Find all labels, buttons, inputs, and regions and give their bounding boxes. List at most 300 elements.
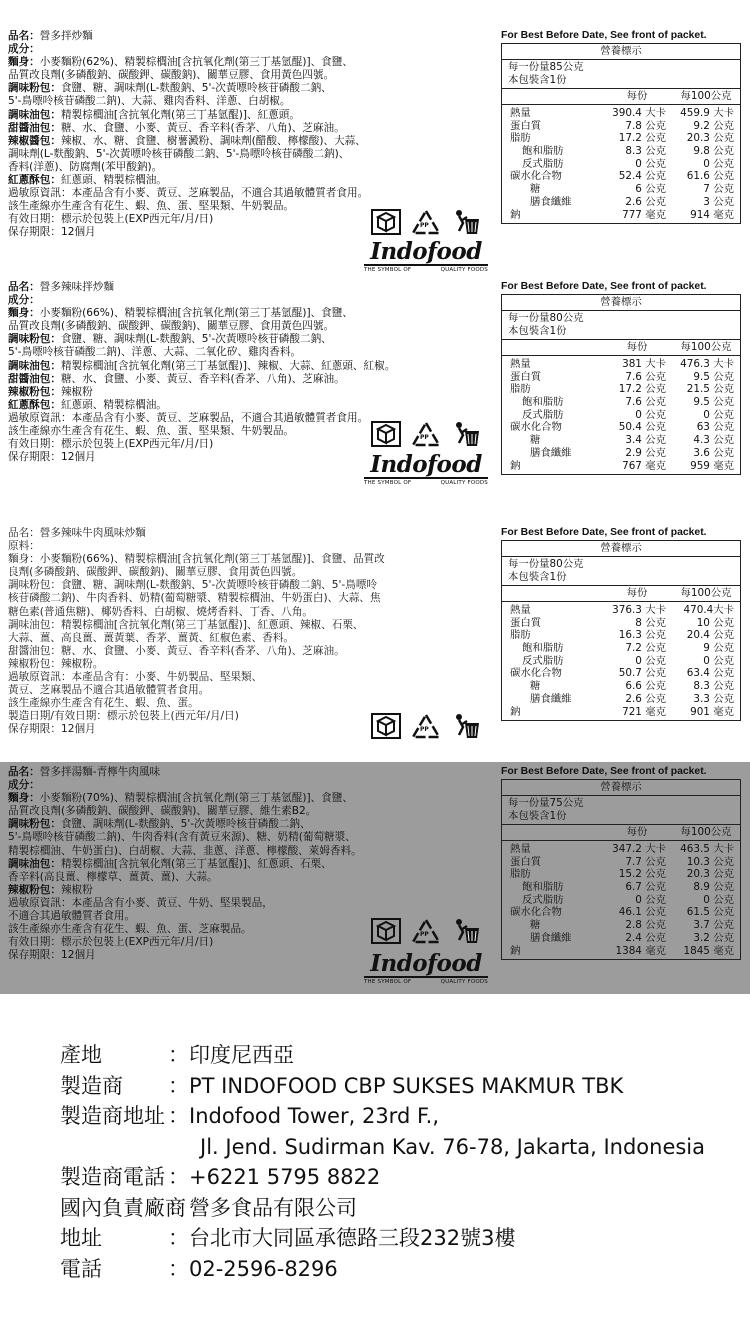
per-serving-value: 8.3 公克 [625,145,666,158]
nutrition-area [501,527,741,721]
ingredient-label: 調味粉包： [8,333,61,346]
serving-info [502,557,740,586]
nutrient-row [502,460,740,473]
nutrient-name: 糖 [530,183,541,196]
serving-info [502,796,740,825]
ingredient-label: 麵身： [8,56,40,69]
ingredient-text: 營多拌炒麵 [39,30,93,42]
nutrient-row [502,642,740,655]
info-row [60,1254,705,1285]
ingredient-text: 調味劑(L-麩酸鈉、5'-次黃嘌呤核苷磷酸二鈉、5'-鳥嘌呤核苷磷酸二鈉)、 [8,147,350,160]
product-panel-4 [0,762,750,994]
ingredient-label: 辣椒醬包： [8,134,61,147]
info-row [60,1193,705,1224]
nutrient-row [502,409,740,422]
ingredient-text: 保存期限：12個月 [8,723,96,736]
nutrient-row [502,358,740,371]
ingredient-label: 甜醬油包： [8,121,61,134]
info-value: ：02-2596-8296 [168,1256,338,1281]
ingredient-line [8,187,496,200]
per-100g-value: 959 毫克 [690,459,734,472]
ingredient-line [8,792,496,805]
nutrient-name: 反式脂肪 [522,408,564,421]
per-100g-value: 9.5 公克 [693,370,734,383]
ingredient-line [8,858,496,871]
ingredient-line [8,684,496,697]
nutrient-name: 飽和脂肪 [522,396,564,409]
nutrient-row [502,107,740,120]
ingredients-block [8,527,496,737]
nutrient-name: 膳食纖維 [530,931,572,944]
nutrient-row [502,170,740,183]
per-serving-value: 390.4 大卡 [612,107,666,119]
ingredient-text: 香辛料(高良薑、檸檬草、薑黃、薑)、大蒜。 [8,870,218,883]
brand-name: Indofood [364,453,488,479]
nutrient-row [502,680,740,693]
nutrient-name: 鈉 [510,944,521,957]
serving-line: 本包裝含1份 [508,810,567,822]
ingredient-label: 成分： [8,43,40,56]
per-100g-value: 3.3 公克 [693,692,734,705]
ingredient-text: 過敏原資訊：本產品含有小麥、黃豆、牛奶、堅果製品， [8,896,273,909]
ingredient-line [8,386,496,399]
info-value: ：Indofood Tower, 23rd F., [168,1104,440,1128]
ingredient-line [8,658,496,671]
info-label [60,1132,200,1163]
per-100g-value: 3.7 公克 [693,919,734,932]
per-serving-value: 0 公克 [635,408,666,421]
nutrient-row [502,145,740,158]
ingredient-text: 5'-鳥嘌呤核苷磷酸二鈉)、大蒜、雞肉香料、洋蔥、白胡椒。 [8,95,291,108]
ingredient-text: 良劑(多磷酸鈉、碳酸鉀、碳酸鈉)、關華豆膠、食用黃色四號。 [8,566,303,579]
indofood-logo [364,240,488,273]
ingredient-text: 糖、水、食鹽、小麥、黃豆、香辛料(香茅、八角)、芝麻油。 [60,121,345,134]
tagline-left: THE SYMBOL OF [364,979,412,985]
per-serving-value: 376.3 大卡 [612,604,666,616]
ingredient-text: 該生產線亦生產含有花生、蝦、魚、蛋、堅果類、牛奶製品。 [8,425,295,438]
nutrient-name: 蛋白質 [510,616,542,629]
nutrition-title: 營養標示 [502,541,740,557]
ingredient-line [8,766,496,779]
nutrient-name: 鈉 [510,459,521,472]
ingredient-line [8,566,496,579]
nutrient-name: 脂肪 [510,132,531,145]
per-serving-value: 381 大卡 [622,358,666,370]
ingredient-label: 成分： [8,779,40,792]
info-row [60,1040,705,1071]
per-100g-value: 0 公克 [703,654,734,667]
per-100g-value: 9 公克 [703,642,734,655]
nutrition-area [501,281,741,475]
ingredient-line [8,553,496,566]
ingredient-label: 甜醬油包： [8,372,61,385]
nutrient-row [502,396,740,409]
ingredient-text: 該生產線亦生產含有花生、蝦、魚、蛋。 [8,697,199,710]
per-serving-value: 2.6 公克 [625,692,666,705]
nutrient-name: 脂肪 [510,629,531,642]
ingredient-text: 不適合其過敏體質者食用。 [8,910,136,923]
per-serving-value: 6.7 公克 [625,881,666,894]
ingredient-text: 營多辣味拌炒麵 [39,281,114,293]
ingredient-label: 調味粉包： [8,82,61,95]
nutrient-name: 糖 [530,680,541,693]
per-serving-value: 17.2 公克 [618,132,666,145]
nutrient-row [502,196,740,209]
nutrient-row [502,629,740,642]
nutrient-name: 飽和脂肪 [522,145,564,158]
info-row [60,1132,705,1163]
ingredient-line [8,135,496,148]
trash-bin-icon [451,421,481,447]
brand-tagline [364,267,488,273]
ingredient-line [8,871,496,884]
ingredient-text: 精製棕櫚油[含抗氧化劑(第三丁基氫醌)]、紅蔥頭。 [60,108,300,121]
ingredient-text: 精製棕櫚油[含抗氧化劑(第三丁基氫醌)]、辣椒、大蒜、紅蔥頭、紅椒。 [60,359,396,372]
ingredient-text: 過敏原資訊：本產品含有小麥、黃豆、芝麻製品，不適合其過敏體質者食用。 [8,187,369,200]
per-100g-value: 3.2 公克 [693,931,734,944]
info-value: ：印度尼西亞 [168,1043,294,1067]
nutrient-name: 碳水化合物 [510,667,562,680]
per-100g-value: 20.3 公克 [686,132,734,145]
ingredient-line [8,619,496,632]
ingredient-line [8,540,496,553]
per-100g-value: 20.3 公克 [686,868,734,881]
column-headers [502,340,740,356]
ingredient-text: 香料(洋蔥)、防腐劑(苯甲酸鈉)。 [8,160,163,173]
ingredient-text: 5'-鳥嘌呤核苷磷酸二鈉)、牛肉香料(含有黃豆來源)、糖、奶精(葡萄糖漿、 [8,831,356,844]
tagline-right: QUALITY FOODS [440,480,488,486]
per-100g-value: 4.3 公克 [693,434,734,447]
ingredient-label: 品名： [8,527,40,539]
info-label: 製造商地址 [60,1104,165,1128]
nutrition-table [501,294,741,475]
nutrient-row [502,383,740,396]
ingredient-line [8,82,496,95]
per-100g-value: 0 公克 [703,157,734,170]
nutrient-row [502,183,740,196]
ingredient-label: 紅蔥酥包： [8,174,61,187]
ingredient-line [8,320,496,333]
nutrient-row [502,120,740,133]
nutrient-row [502,856,740,869]
ingredient-text: 紅蔥頭、精製棕櫚油。 [60,398,167,411]
nutrient-row [502,868,740,881]
per-serving-value: 7.2 公克 [625,642,666,655]
nutrient-name: 膳食纖維 [530,446,572,459]
ingredient-line [8,831,496,844]
ingredient-text: 5'-鳥嘌呤核苷磷酸二鈉)、洋蔥、大蒜、二氧化矽、雞肉香料。 [8,346,302,359]
ingredient-line [8,884,496,897]
nutrient-name: 碳水化合物 [510,170,562,183]
nutrient-name: 熱量 [510,604,531,616]
col-per-100g: 每100公克 [680,826,732,838]
ingredient-line [8,527,496,540]
ingredient-line [8,69,496,82]
ingredient-label: 辣椒粉包： [8,657,61,670]
per-serving-value: 2.9 公克 [625,446,666,459]
nutrient-name: 鈉 [510,208,521,221]
per-100g-value: 470.4大卡 [683,604,734,616]
info-label: 產地 [60,1043,102,1067]
serving-info [502,311,740,340]
nutrient-name: 反式脂肪 [522,157,564,170]
per-serving-value: 15.2 公克 [618,868,666,881]
per-100g-value: 9.2 公克 [693,119,734,132]
nutrient-row [502,434,740,447]
per-100g-value: 63 公克 [696,421,734,434]
ingredient-line [8,632,496,645]
per-100g-value: 459.9 大卡 [680,107,734,119]
tagline-right: QUALITY FOODS [440,979,488,985]
best-before-note: For Best Before Date, See front of packet. [501,281,707,292]
per-serving-value: 7.7 公克 [625,855,666,868]
serving-line: 本包裝含1份 [508,571,567,583]
tagline-right: QUALITY FOODS [440,267,488,273]
per-serving-value: 7.6 公克 [625,396,666,409]
nutrient-row [502,693,740,706]
carton-recycle-icon [371,918,401,944]
ingredient-text: 精製棕櫚油[含抗氧化劑(第三丁基氫醌)]、紅蔥頭、石栗、 [60,857,332,870]
trash-bin-icon [451,209,481,235]
pp-label: PP [420,726,429,733]
per-100g-value: 8.9 公克 [693,881,734,894]
ingredient-text: 大蒜、薑、高良薑、薑黃葉、香茅、薑黃、紅椒色素、香料。 [8,631,295,644]
tagline-left: THE SYMBOL OF [364,480,412,486]
ingredient-text: 製造日期/有效日期：標示於包裝上(西元年/月/日) [8,710,239,723]
nutrient-name: 糖 [530,434,541,447]
trash-bin-icon [451,713,481,739]
nutrient-row [502,421,740,434]
ingredient-line [8,897,496,910]
nutrient-rows [502,105,740,223]
pp-recycle-icon [411,421,441,447]
nutrient-row [502,617,740,630]
ingredient-text: 品質改良劑(多磷酸鈉、碳酸鉀、碳酸鈉)、關華豆膠、食用黃色四號。 [8,320,335,333]
col-per-serving: 每份 [626,826,648,838]
per-100g-value: 61.6 公克 [686,170,734,183]
per-100g-value: 20.4 公克 [686,629,734,642]
column-headers [502,89,740,105]
nutrition-title: 營養標示 [502,295,740,311]
nutrient-name: 膳食纖維 [530,692,572,705]
brand-name: Indofood [364,952,488,978]
info-row [60,1101,705,1132]
per-serving-value: 777 毫克 [622,208,666,221]
pp-recycle-icon [411,209,441,235]
best-before-note: For Best Before Date, See front of packet. [501,766,707,777]
ingredient-line [8,174,496,187]
ingredient-text: 該生產線亦生產含有花生、蝦、魚、蛋、堅果類、牛奶製品。 [8,200,295,213]
ingredient-text: 保存期限：12個月 [8,949,96,962]
nutrition-table [501,540,741,721]
nutrient-name: 蛋白質 [510,119,542,132]
pp-label: PP [420,931,429,938]
serving-info [502,60,740,89]
ingredient-line [8,697,496,710]
ingredient-text: 營多辣味牛肉風味炒麵 [39,527,146,539]
per-serving-value: 7.8 公克 [625,119,666,132]
info-value: ：PT INDOFOOD CBP SUKSES MAKMUR TBK [168,1073,624,1098]
brand-tagline [364,979,488,985]
per-serving-value: 0 公克 [635,157,666,170]
per-100g-value: 9.5 公克 [693,396,734,409]
ingredient-line [8,294,496,307]
ingredient-text: 黃豆、芝麻製品不適合其過敏體質者食用。 [8,684,210,697]
ingredient-text: 辣椒粉。 [60,657,104,670]
ingredient-label: 紅蔥酥包： [8,398,61,411]
nutrient-name: 蛋白質 [510,370,542,383]
product-panel-2 [0,277,750,512]
ingredient-text: 小麥麵粉(62%)、精製棕櫚油[含抗氧化劑(第三丁基氫醌)]、食鹽、 [39,56,353,69]
col-per-serving: 每份 [626,587,648,599]
nutrient-row [502,209,740,222]
ingredient-line [8,373,496,386]
nutrition-area [501,30,741,224]
ingredient-line [8,161,496,174]
nutrient-row [502,447,740,460]
ingredient-line [8,805,496,818]
per-100g-value: 3.6 公克 [693,446,734,459]
col-per-serving: 每份 [626,341,648,353]
ingredient-text: 核苷磷酸二鈉)、牛肉香料、奶精(葡萄糖漿、精製棕櫚油、牛奶蛋白)、大蒜、焦 [8,592,381,605]
per-100g-value: 8.3 公克 [693,680,734,693]
ingredient-text: 營多拌湯麵-青檸牛肉風味 [39,766,161,778]
pp-recycle-icon [411,713,441,739]
nutrient-row [502,932,740,945]
recycle-logos [371,918,481,944]
ingredient-line [8,122,496,135]
ingredient-text: 有效日期：標示於包裝上(EXP西元年/月/日) [8,936,214,949]
nutrient-name: 飽和脂肪 [522,642,564,655]
carton-recycle-icon [371,421,401,447]
info-value: Jl. Jend. Sudirman Kav. 76-78, Jakarta, Indonesia [200,1134,706,1159]
ingredient-label: 麵身： [8,307,40,320]
per-serving-value: 0 公克 [635,893,666,906]
nutrient-row [502,906,740,919]
ingredient-line [8,333,496,346]
nutrient-row [502,919,740,932]
ingredient-text: 過敏原資訊：本產品含有：小麥、牛奶製品、堅果類、 [8,671,263,684]
serving-line: 每一份量80公克 [508,312,584,324]
ingredient-text: 小麥麵粉(70%)、精製棕櫚油[含抗氧化劑(第三丁基氫醌)]、食鹽、 [39,792,353,805]
ingredient-text: 過敏原資訊：本產品含有小麥、黃豆、芝麻製品，不適合其過敏體質者食用。 [8,411,369,424]
info-label: 地址 [60,1226,102,1250]
column-headers [502,825,740,841]
ingredient-line [8,399,496,412]
nutrient-row [502,894,740,907]
per-serving-value: 17.2 公克 [618,383,666,396]
nutrient-row [502,667,740,680]
ingredient-text: 辣椒粉 [60,385,93,398]
recycle-logos [371,209,481,235]
info-value: ：營多食品有限公司 [168,1195,357,1220]
col-per-100g: 每100公克 [680,341,732,353]
per-100g-value: 10 公克 [696,616,734,629]
nutrient-rows [502,841,740,959]
serving-line: 每一份量80公克 [508,558,584,570]
ingredient-text: 辣椒粉 [60,883,93,896]
ingredient-line [8,307,496,320]
nutrient-row [502,604,740,617]
ingredient-label: 辣椒粉包： [8,385,61,398]
nutrient-row [502,132,740,145]
nutrient-name: 反式脂肪 [522,893,564,906]
pp-recycle-icon [411,918,441,944]
ingredient-text: 糖、水、食鹽、小麥、黃豆、香辛料(香茅、八角)、芝麻油。 [60,372,345,385]
carton-recycle-icon [371,209,401,235]
info-row [60,1223,705,1254]
nutrient-row [502,881,740,894]
brand-name: Indofood [364,240,488,266]
serving-line: 本包裝含1份 [508,74,567,86]
ingredient-text: 糖色素(普通焦糖)、椰奶香料、白胡椒、燒烤香料、丁香、八角。 [8,605,313,618]
nutrient-row [502,158,740,171]
pp-label: PP [420,434,429,441]
nutrient-name: 碳水化合物 [510,906,562,919]
tagline-left: THE SYMBOL OF [364,267,412,273]
per-serving-value: 46.1 公克 [618,906,666,919]
best-before-note: For Best Before Date, See front of packet. [501,527,707,538]
pp-label: PP [420,222,429,229]
nutrition-table [501,779,741,960]
ingredient-line [8,671,496,684]
per-100g-value: 9.8 公克 [693,145,734,158]
ingredient-text: 辣椒、水、糖、食鹽、樹薯澱粉、調味劑(醋酸、檸檬酸)、大蒜、 [60,134,366,147]
ingredient-line [8,818,496,831]
product-panel-1 [0,26,750,274]
trash-bin-icon [451,918,481,944]
nutrition-table [501,43,741,224]
nutrient-name: 熱量 [510,843,531,855]
ingredient-line [8,592,496,605]
per-serving-value: 3.4 公克 [625,434,666,447]
ingredient-text: 小麥麵粉(66%)、精製棕櫚油[含抗氧化劑(第三丁基氫醌)]、食鹽、品質改 [39,553,385,566]
ingredient-text: 品質改良劑(多磷酸鈉、碳酸鉀、碳酸鈉)、關華豆膠、食用黃色四號。 [8,69,335,82]
nutrition-title: 營養標示 [502,780,740,796]
ingredient-line [8,579,496,592]
ingredient-line [8,845,496,858]
per-serving-value: 6.6 公克 [625,680,666,693]
ingredient-text: 精製棕櫚油[含抗氧化劑(第三丁基氫醌)]、紅蔥頭、辣椒、石栗、 [60,618,364,631]
indofood-logo [364,453,488,486]
ingredient-label: 辣椒粉包： [8,883,61,896]
nutrient-name: 反式脂肪 [522,654,564,667]
nutrient-row [502,371,740,384]
ingredient-label: 麵身： [8,792,40,805]
ingredient-line [8,30,496,43]
nutrient-rows [502,356,740,474]
recycle-logos [371,713,481,739]
per-100g-value: 476.3 大卡 [680,358,734,370]
nutrient-name: 膳食纖維 [530,195,572,208]
ingredient-line [8,360,496,373]
per-serving-value: 347.2 大卡 [612,843,666,855]
per-100g-value: 61.5 公克 [686,906,734,919]
ingredient-label: 調味油包： [8,359,61,372]
info-label: 國內負責廠商 [60,1195,186,1220]
brand-tagline [364,480,488,486]
nutrient-name: 鈉 [510,705,521,718]
ingredient-text: 食鹽、糖、調味劑(L-麩酸鈉、5'-次黃嘌呤核苷磷酸二鈉、 [60,82,332,95]
info-label: 製造商 [60,1073,123,1098]
ingredient-text: 食鹽、糖、調味劑(L-麩酸鈉、5'-次黃嘌呤核苷磷酸二鈉、 [60,333,332,346]
nutrient-row [502,655,740,668]
per-serving-value: 2.8 公克 [625,919,666,932]
per-100g-value: 63.4 公克 [686,667,734,680]
column-headers [502,586,740,602]
nutrient-name: 碳水化合物 [510,421,562,434]
per-serving-value: 7.6 公克 [625,370,666,383]
